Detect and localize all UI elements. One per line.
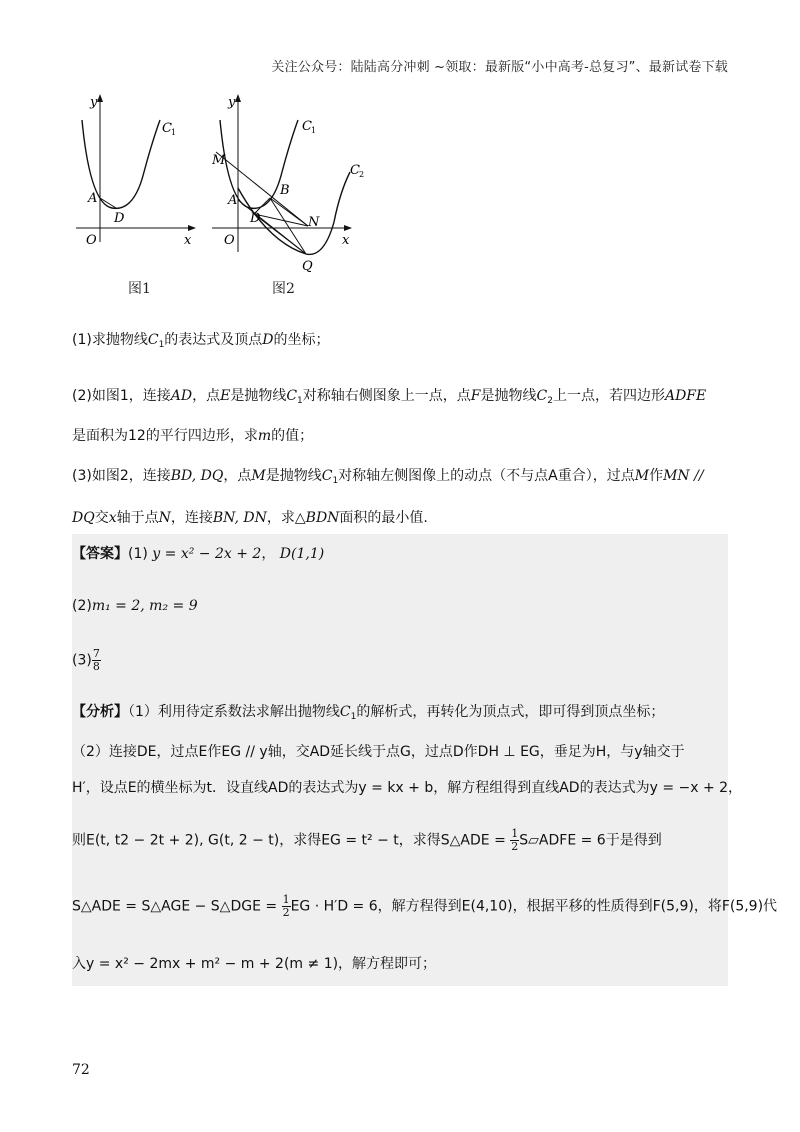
analysis-2-line-1: （2）连接DE，过点E作EG // y轴，交AD延长线于点G，过点D作DH ⊥ EG，垂足为H，与y轴交于 [72, 744, 685, 760]
fig2-label-x: x [342, 233, 350, 248]
question-3-line-1: (3)如图2，连接BD, DQ，点M是抛物线$C_1$对称轴左侧图像上的动点（不与点A重合），过点M作MN // [72, 468, 704, 486]
fig1-label-D: D [114, 211, 125, 226]
answer-label: 【答案】 [72, 546, 128, 562]
question-2-line-2: 是面积为12的平行四边形，求m的值； [72, 428, 314, 444]
figure-2-caption: 图2 [272, 281, 295, 297]
figure-1-caption: 图1 [128, 281, 151, 297]
answer-2: (2)m₁ = 2, m₂ = 9 [72, 598, 198, 614]
answer-3: (3) $\frac{7}{8}$ [72, 647, 100, 673]
fig2-label-N: N [308, 215, 320, 230]
answer-3-fraction: $\frac{7}{8}$ [92, 647, 100, 673]
question-3-line-2: DQ交x轴于点N，连接BN, DN，求△BDN面积的最小值. [72, 510, 428, 526]
page-number: 72 [72, 1062, 90, 1078]
analysis-label: 【分析】 [72, 704, 128, 720]
fig2-label-C1: C [302, 119, 312, 134]
fig1-label-C1: C [162, 121, 172, 136]
fig1-label-x: x [184, 233, 192, 248]
page-header: 关注公众号：陆陆高分冲刺 ~领取：最新版“小中高考-总复习”、最新试卷下载 [271, 60, 728, 75]
answer-1-vertex: D(1,1) [279, 546, 325, 562]
analysis-2-line-2: H′，设点E的横坐标为t．设直线AD的表达式为y = kx + b，解方程组得到直线AD的表达式为y = −x + 2， [72, 780, 743, 796]
fig2-label-M: M [212, 153, 226, 168]
fig2-label-y: y [228, 95, 236, 110]
question-2-line-1: (2)如图1，连接AD，点E是抛物线$C_1$对称轴右侧图象上一点，点F是抛物线$C_2$上一点，若四边形ADFE [72, 388, 707, 406]
fig2-label-D: D [250, 211, 261, 226]
fig1-label-C1-sub: 1 [171, 128, 177, 137]
figure-1 [72, 92, 202, 262]
analysis-2-line-5: 入y = x² − 2mx + m² − m + 2(m ≠ 1)，解方程即可； [72, 956, 437, 972]
fig1-label-O: O [86, 233, 97, 248]
fig1-label-y: y [90, 95, 98, 110]
answer-1: 【答案】(1) y = x² − 2x + 2， D(1,1) [72, 546, 325, 562]
answer-2-expression: m₁ = 2, m₂ = 9 [91, 598, 198, 614]
fig2-label-C2-sub: 2 [359, 170, 365, 179]
fig2-label-Q: Q [302, 259, 313, 274]
question-1: (1)求抛物线$C_1$的表达式及顶点D的坐标； [72, 332, 330, 350]
fig2-label-A: A [228, 193, 238, 208]
analysis-1: 【分析】（1）利用待定系数法求解出抛物线$C_1$的解析式，再转化为顶点式，即可得到顶点坐标； [72, 704, 665, 722]
answer-1-expression: y = x² − 2x + 2 [152, 546, 262, 562]
fig2-label-O: O [224, 233, 235, 248]
fig2-label-C1-sub: 1 [311, 126, 317, 135]
analysis-2-line-3: 则E(t, t2 − 2t + 2), G(t, 2 − t)，求得EG = t² − t，求得S△ADE = $\frac{1}{2}$ S▱ADFE = 6于是得到 [72, 827, 662, 853]
analysis-2-line-4: S△ADE = S△AGE − S△DGE = $\frac{1}{2}$ EG · H′D = 6，解方程得到E(4,10)，根据平移的性质得到F(5,9)，将F(5,9)代 [72, 893, 778, 919]
fig1-label-A: A [88, 191, 98, 206]
fig2-label-C2: C [350, 163, 360, 178]
figure-2 [208, 92, 368, 282]
fig2-label-B: B [280, 183, 290, 198]
